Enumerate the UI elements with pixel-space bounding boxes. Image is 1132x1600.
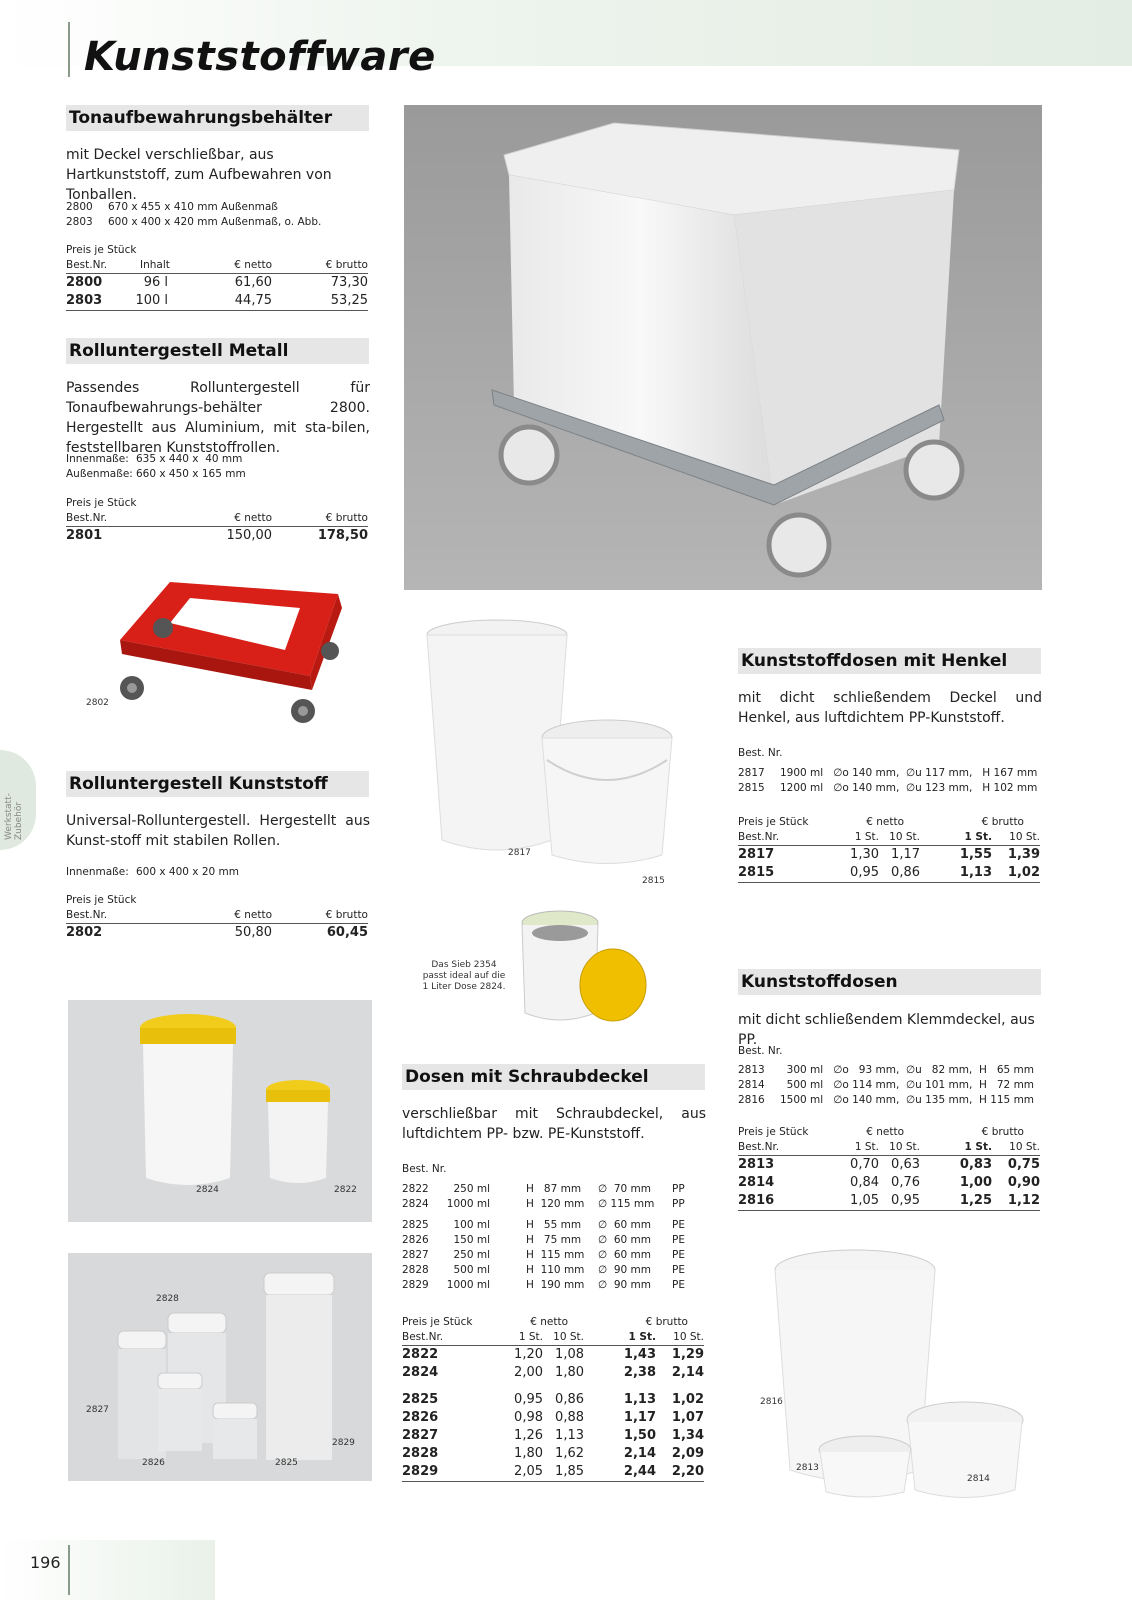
table-header: Best.Nr. Inhalt € netto € brutto — [66, 258, 368, 274]
plastic-tubs-description: mit dicht schließendem Klemmdeckel, aus PP. — [738, 1012, 1035, 1048]
table-row: 2825 0,95 0,86 1,13 1,02 — [402, 1392, 704, 1407]
section-header-plastic-tubs: Kunststoffdosen — [738, 969, 1041, 995]
side-tab-label: Werkstatt- Zubehör — [4, 793, 24, 840]
table-row: 2824 2,00 1,80 2,38 2,14 — [402, 1365, 704, 1380]
spec-row: 2828 500 ml H 110 mm ∅ 90 mm PE — [402, 1264, 685, 1276]
table-row: 2822 1,20 1,08 1,43 1,29 — [402, 1347, 704, 1362]
table-row: 2802 50,80 60,45 — [66, 925, 368, 940]
table-row: 2826 0,98 0,88 1,17 1,07 — [402, 1410, 704, 1425]
caption-2817: 2817 — [508, 848, 531, 858]
table-row: 2803 100 l 44,75 53,25 — [66, 292, 368, 311]
table-row: 2817 1,30 1,17 1,55 1,39 — [738, 847, 1040, 862]
section-header-screw-jars: Dosen mit Schraubdeckel — [402, 1064, 705, 1090]
caption-2814: 2814 — [967, 1474, 990, 1484]
page-number: 196 — [30, 1553, 61, 1572]
buckets-handle-best-label: Best. Nr. — [738, 747, 783, 759]
screw-jars-description: verschließbar mit Schraubdeckel, aus luftdichtem PP- bzw. PE-Kunststoff. — [402, 1106, 706, 1142]
table-header: Best.Nr. 1 St. 10 St. 1 St. 10 St. — [402, 1330, 704, 1346]
plastic-dolly-price-table: Preis je Stück Best.Nr. € netto € brutto 2802 50,80 60,45 — [66, 894, 368, 940]
screw-jars-best-label: Best. Nr. — [402, 1163, 447, 1175]
storage-container-specs: 2800 670 x 455 x 410 mm Außenmaß 2803 600 x 400 x 420 mm Außenmaß, o. Abb. — [66, 201, 322, 228]
table-row: 2828 1,80 1,62 2,14 2,09 — [402, 1446, 704, 1461]
screw-jars-price-table: Preis je Stück € netto € brutto Best.Nr. 1 St. 10 St. 1 St. 10 St. 2822 1,20 1,08 1,43 1,29 2824 2,00 1,80 2,38 2,14 2825 0,95 0,86 1,13 1,02 2826 0,98 0,88 1,17 1,07 2827 1,26 1,13 1,50 1,34 2828 1,80 1,62 2,14 2,09 2829 2,05 1,85 2,44 2,20 — [402, 1315, 704, 1482]
caption-2802: 2802 — [86, 698, 109, 708]
metal-dolly-price-table: Preis je Stück Best.Nr. € netto € brutto 2801 150,00 178,50 — [66, 497, 368, 543]
metal-dolly-description: Passendes Rolluntergestell für Tonaufbewahrungs-behälter 2800. Hergestellt aus Aluminium, mit sta-bilen, feststellbaren Kunststoffrollen. — [66, 380, 370, 456]
table-row: 2815 0,95 0,86 1,13 1,02 — [738, 864, 1040, 883]
metal-dolly-dims: Innenmaße: 635 x 440 x 40 mm Außenmaße: 660 x 450 x 165 mm — [66, 453, 246, 480]
caption-2825: 2825 — [275, 1458, 298, 1468]
plastic-tubs-image — [760, 1240, 1040, 1500]
caption-2813: 2813 — [796, 1463, 819, 1473]
plastic-tubs-specs: 2813 300 ml ∅o 93 mm, ∅u 82 mm, H 65 mm 2814 500 ml ∅o 114 mm, ∅u 101 mm, H 72 mm 2816 1500 ml ∅o 140 mm, ∅u 135 mm, H 115 mm — [738, 1064, 1035, 1106]
title-rule — [68, 22, 70, 77]
section-header-storage-container: Tonaufbewahrungsbehälter — [66, 105, 369, 131]
spec-row: 2826 150 ml H 75 mm ∅ 60 mm PE — [402, 1234, 685, 1246]
table-row: 2829 2,05 1,85 2,44 2,20 — [402, 1463, 704, 1482]
section-header-buckets-handle: Kunststoffdosen mit Henkel — [738, 648, 1041, 674]
table-header: Best.Nr. € netto € brutto — [66, 908, 368, 924]
page-rule — [68, 1545, 70, 1595]
yellow-lid-jars-image — [68, 1000, 372, 1222]
buckets-handle-specs: 2817 1900 ml ∅o 140 mm, ∅u 117 mm, H 167 mm 2815 1200 ml ∅o 140 mm, ∅u 123 mm, H 102 mm — [738, 767, 1038, 794]
plastic-dolly-dims: Innenmaße: 600 x 400 x 20 mm — [66, 866, 240, 878]
page-title: Kunststoffware — [84, 34, 436, 80]
spec-row: 2827 250 ml H 115 mm ∅ 60 mm PE — [402, 1249, 685, 1261]
caption-2828: 2828 — [156, 1294, 179, 1304]
spec-row: 2824 1000 ml H 120 mm ∅ 115 mm PP — [402, 1198, 685, 1210]
screw-jars-specs — [402, 1182, 706, 1293]
table-row: 2801 150,00 178,50 — [66, 528, 368, 543]
table-header: Best.Nr. € netto € brutto — [66, 511, 368, 527]
caption-2816: 2816 — [760, 1397, 783, 1407]
table-row: 2800 96 l 61,60 73,30 — [66, 275, 368, 290]
white-screw-jars-image — [68, 1253, 372, 1481]
spec-row: 2829 1000 ml H 190 mm ∅ 90 mm PE — [402, 1279, 685, 1291]
jar-with-sieve-image — [515, 905, 650, 1030]
caption-2822: 2822 — [334, 1185, 357, 1195]
caption-2815: 2815 — [642, 876, 665, 886]
table-row: 2814 0,84 0,76 1,00 0,90 — [738, 1175, 1040, 1190]
table-header: Best.Nr. 1 St. 10 St. 1 St. 10 St. — [738, 1140, 1040, 1156]
sieve-note: Das Sieb 2354 passt ideal auf die 1 Liter Dose 2824. — [422, 960, 506, 992]
plastic-tubs-best-label: Best. Nr. — [738, 1045, 783, 1057]
plastic-dolly-description: Universal-Rolluntergestell. Hergestellt aus Kunst-stoff mit stabilen Rollen. — [66, 813, 370, 849]
storage-container-description: mit Deckel verschließbar, aus Hartkunststoff, zum Aufbewahren von Tonballen. — [66, 147, 332, 203]
buckets-handle-price-table: Preis je Stück € netto € brutto Best.Nr. 1 St. 10 St. 1 St. 10 St. 2817 1,30 1,17 1,55 1,39 2815 0,95 0,86 1,13 1,02 — [738, 815, 1040, 883]
red-plastic-dolly-image — [80, 578, 370, 738]
storage-container-price-table: Preis je Stück Best.Nr. Inhalt € netto € brutto 2800 96 l 61,60 73,30 2803 100 l 44,75 53,25 — [66, 243, 368, 311]
table-row: 2816 1,05 0,95 1,25 1,12 — [738, 1192, 1040, 1211]
caption-2829: 2829 — [332, 1438, 355, 1448]
table-row: 2827 1,26 1,13 1,50 1,34 — [402, 1428, 704, 1443]
buckets-handle-description: mit dicht schließendem Deckel und Henkel, aus luftdichtem PP-Kunststoff. — [738, 690, 1042, 726]
section-header-metal-dolly: Rolluntergestell Metall — [66, 338, 369, 364]
spec-row: 2825 100 ml H 55 mm ∅ 60 mm PE — [402, 1219, 685, 1231]
caption-2824: 2824 — [196, 1185, 219, 1195]
plastic-tubs-price-table: Preis je Stück € netto € brutto Best.Nr. 1 St. 10 St. 1 St. 10 St. 2813 0,70 0,63 0,83 0,75 2814 0,84 0,76 1,00 0,90 2816 1,05 0,95 1,25 1,12 — [738, 1125, 1040, 1211]
table-row: 2813 0,70 0,63 0,83 0,75 — [738, 1157, 1040, 1172]
spec-row: 2822 250 ml H 87 mm ∅ 70 mm PP — [402, 1183, 685, 1195]
storage-container-on-dolly-image — [404, 105, 1042, 590]
section-header-plastic-dolly: Rolluntergestell Kunststoff — [66, 771, 369, 797]
caption-2827: 2827 — [86, 1405, 109, 1415]
buckets-with-handle-image — [412, 610, 702, 900]
table-header: Best.Nr. 1 St. 10 St. 1 St. 10 St. — [738, 830, 1040, 846]
caption-2826: 2826 — [142, 1458, 165, 1468]
